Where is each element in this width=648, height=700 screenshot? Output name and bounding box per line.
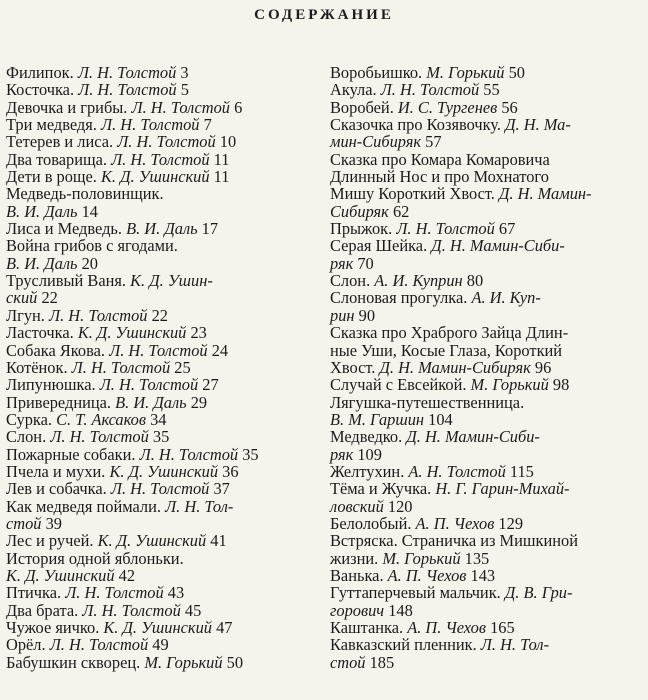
toc-author: Л. Н. Толстой [49,305,148,325]
toc-line [6,324,318,341]
toc-text: 47 [211,618,233,637]
toc-line [6,515,318,532]
toc-line [6,567,318,584]
toc-author: С. Т. Аксаков [56,409,146,429]
toc-line [330,272,644,289]
toc-author: А. П. Чехов [415,513,495,533]
toc-text: Прыжок. [330,219,397,239]
toc-line [6,203,318,220]
toc-text: 143 [466,565,496,585]
toc-text: 35 [238,444,259,464]
toc-line [6,342,318,359]
toc-author: М. Горький [144,652,223,672]
toc-text: 41 [206,531,227,551]
toc-text: Слоновая прогулка. [330,288,472,308]
toc-line [6,116,318,133]
toc-line [6,463,318,480]
page-title: СОДЕРЖАНИЕ [254,7,394,23]
toc-line [330,498,644,515]
toc-author: Л. Н. Толстой [78,80,177,100]
toc-text: Тёма и Жучка. [330,479,436,499]
toc-line [6,498,318,515]
toc-text: Два брата. [6,600,83,620]
toc-text: 104 [424,409,453,429]
toc-text: История одной яблоньки. [6,548,184,568]
toc-author: стой [6,513,42,533]
toc-text: Пожарные собаки. [6,444,140,464]
toc-author: Д. Н. Мамин-Сибиряк [379,357,531,377]
toc-text: Сурка. [6,409,57,429]
toc-text: 34 [145,409,167,429]
toc-author: Л. Н. Толстой [139,444,239,464]
toc-text: Котёнок. [6,357,72,377]
toc-text: Желтухин. [330,461,409,481]
toc-text: 50 [504,63,525,82]
toc-author: Л. Н. Толстой [77,63,177,82]
toc-author: Л. Н. Толстой [101,115,200,135]
toc-line [330,532,644,549]
toc-author: Л. Н. Толстой [50,427,149,447]
toc-text: Два товарища. [6,149,112,169]
toc-text: 67 [494,219,516,239]
toc-text: 11 [209,167,230,187]
toc-author: К. Д. Ушин- [130,271,213,291]
toc-text: 22 [147,305,169,325]
toc-line [330,185,644,202]
toc-author: М. Горький [470,375,549,395]
toc-author: Л. Н. Толстой [71,357,171,377]
toc-line [330,203,644,220]
toc-text: 109 [353,444,382,464]
toc-author: А. П. Чехов [387,565,467,585]
toc-text: 23 [186,323,207,343]
toc-author: А. П. Чехов [407,618,486,637]
toc-author: Л. Н. Тол- [165,496,234,516]
toc-line [330,480,644,497]
toc-line [6,307,318,324]
toc-text: 50 [222,652,244,672]
toc-text: 80 [462,271,484,291]
toc-line [6,81,318,98]
toc-text: 129 [494,513,524,533]
toc-author: Л. Н. Толстой [117,132,216,152]
toc-text: Орёл. [6,635,50,655]
toc-text: Сказка про Храброго Зайца Длин- [330,323,569,343]
toc-text: 24 [207,340,229,360]
toc-text: 3 [176,63,189,82]
toc-author: Д. Н. Мамин-Сиби- [431,236,565,256]
toc-text: Серая Шейка. [330,236,432,256]
toc-line [6,619,318,636]
toc-author: В. М. Гаршин [330,409,425,429]
toc-line [6,636,318,653]
toc-text: Филипок. [6,63,78,82]
toc-text: Гуттаперчевый мальчик. [330,583,505,603]
toc-text: 27 [198,375,219,395]
toc-text: Трусливый Ваня. [6,271,131,291]
toc-text: Каштанка. [330,618,408,637]
toc-line [330,463,644,480]
toc-text: Липунюшка. [6,375,100,395]
toc-author: К. Д. Ушинский [6,565,115,585]
toc-line [330,567,644,584]
toc-text: Тетерев и лиса. [6,132,118,152]
toc-line [330,584,644,601]
toc-line [6,64,318,81]
toc-text: Сказочка про Козявочку. [330,115,506,135]
toc-text: 98 [548,375,570,395]
toc-author: Л. Н. Тол- [480,635,550,655]
toc-text: жизни. [330,548,383,568]
toc-line [6,272,318,289]
toc-text: Дети в роще. [6,167,102,187]
toc-line [6,411,318,428]
toc-author: Л. Н. Толстой [65,583,164,603]
toc-text: Кавказский пленник. [330,635,481,655]
toc-text: 120 [383,496,413,516]
toc-author: А. Н. Толстой [408,461,506,481]
toc-line [6,255,318,272]
toc-text: Как медведя поймали. [6,496,166,516]
toc-text: Лес и ручей. [6,531,98,551]
toc-author: К. Д. Ушинский [109,461,219,481]
toc-text: 39 [41,513,63,533]
toc-line [330,133,644,150]
toc-line [330,116,644,133]
toc-column-left [6,64,318,671]
toc-line [330,428,644,445]
toc-author: В. И. Даль [115,392,187,412]
toc-text: Косточка. [6,80,79,100]
toc-line [6,220,318,237]
toc-author: Л. Н. Толстой [99,375,199,395]
toc-text: Медведь-половинщик. [6,184,164,204]
toc-author: В. И. Даль [6,253,78,273]
toc-text: 45 [180,600,202,620]
toc-text: 165 [486,618,515,637]
toc-line [330,307,644,324]
toc-author: К. Д. Ушинский [103,618,212,637]
toc-author: стой [330,652,366,672]
toc-author: Д. Н. Мамин- [498,184,592,204]
toc-line [6,446,318,463]
toc-text: Лев и собачка. [6,479,111,499]
toc-line [330,324,644,341]
toc-text: Сказка про Комара Комаровича [330,149,550,169]
toc-line [330,99,644,116]
toc-text: Чужое яичко. [6,618,104,637]
toc-line [6,168,318,185]
toc-author: И. С. Тургенев [397,97,498,117]
toc-line [330,255,644,272]
toc-author: Н. Г. Гарин-Михай- [435,479,570,499]
toc-author: Л. Н. Толстой [111,149,210,169]
toc-author: К. Д. Ушинский [77,323,187,343]
toc-column-right [330,64,644,671]
toc-text: Ванька. [330,565,388,585]
toc-line [330,602,644,619]
toc-text: 135 [460,548,490,568]
toc-text: 22 [37,288,58,308]
toc-line [330,168,644,185]
toc-author: Д. Н. Мамин-Сиби- [406,427,540,447]
toc-line [6,99,318,116]
toc-text: 25 [170,357,191,377]
toc-text: 90 [354,305,376,325]
toc-author: ловский [330,496,384,516]
toc-author: Л. Н. Толстой [131,97,230,117]
toc-text: Длинный Нос и про Мохнатого [330,167,549,187]
toc-text: 36 [218,461,239,481]
toc-text: 43 [163,583,185,603]
toc-author: мин-Сибиряк [330,132,422,152]
toc-text: 148 [384,600,413,620]
toc-text: Медведко. [330,427,407,447]
toc-author: Л. Н. Толстой [82,600,181,620]
toc-author: ряк [330,444,354,464]
toc-text: 14 [77,201,98,221]
toc-line [330,342,644,359]
toc-line [330,289,644,306]
toc-text: Лгун. [6,305,50,325]
toc-text: Собака Якова. [6,340,110,360]
toc-text: 20 [77,253,98,273]
toc-text: 49 [148,635,169,655]
toc-line [6,289,318,306]
toc-line [330,81,644,98]
toc-text: Слон. [330,271,375,291]
toc-text: Воробей. [330,97,398,117]
toc-line [330,64,644,81]
toc-author: К. Д. Ушинский [97,531,207,551]
toc-text: 35 [148,427,170,447]
toc-author: Д. Н. Ма- [505,115,571,135]
toc-line [6,185,318,202]
toc-line [330,636,644,653]
toc-author: Д. В. Гри- [504,583,573,603]
toc-text: Мишу Короткий Хвост. [330,184,499,204]
toc-line [330,446,644,463]
toc-text: Хвост. [330,357,380,377]
toc-text: Пчела и мухи. [6,461,110,481]
toc-text: Акула. [330,80,381,100]
toc-text: Лягушка-путешественница. [330,392,525,412]
toc-author: Л. Н. Толстой [109,340,208,360]
toc-author: М. Горький [382,548,461,568]
toc-text: Три медведя. [6,115,101,135]
toc-text: 115 [505,461,534,481]
toc-line [6,532,318,549]
toc-line [330,376,644,393]
toc-line [6,550,318,567]
toc-line [330,220,644,237]
toc-text: ные Уши, Косые Глаза, Короткий [330,340,563,360]
toc-text: 29 [186,392,208,412]
toc-line [330,411,644,428]
toc-line [6,584,318,601]
toc-text: 62 [388,201,410,221]
toc-line [330,654,644,671]
toc-author: Сибиряк [330,201,389,221]
toc-author: В. И. Даль [6,201,78,221]
toc-text: 185 [365,652,395,672]
toc-text: 7 [199,115,212,135]
toc-text: Ласточка. [6,323,78,343]
toc-text: 96 [530,357,552,377]
toc-text: 17 [197,219,219,239]
toc-author: Л. Н. Толстой [110,479,210,499]
toc-text: 10 [215,132,237,152]
toc-author: Л. Н. Толстой [49,635,149,655]
toc-text: Война грибов с ягодами. [6,236,178,256]
toc-text: Белолобый. [330,513,416,533]
toc-line [6,480,318,497]
toc-author: ряк [330,253,354,273]
toc-text: 55 [479,80,500,100]
toc-line [6,151,318,168]
toc-author: Л. Н. Толстой [380,80,480,100]
toc-line [6,394,318,411]
toc-author: рин [330,305,355,325]
toc-line [330,359,644,376]
toc-text: 37 [209,479,230,499]
toc-text: Воробьишко. [330,63,427,82]
toc-text: Встряска. Страничка из Мишкиной [330,531,578,551]
toc-text: 42 [114,565,136,585]
toc-text: 6 [230,97,243,117]
toc-line [330,237,644,254]
toc-line [330,394,644,411]
toc-author: М. Горький [426,63,505,82]
toc-author: горович [330,600,385,620]
toc-author: А. И. Куприн [374,271,463,291]
toc-text: Птичка. [6,583,66,603]
toc-line [330,619,644,636]
toc-author: ский [6,288,38,308]
toc-line [6,237,318,254]
toc-text: Привередница. [6,392,116,412]
toc-text: Бабушкин скворец. [6,652,145,672]
toc-text: 57 [421,132,442,152]
toc-author: К. Д. Ушинский [101,167,210,187]
toc-author: В. И. Даль [126,219,198,239]
toc-text: Лиса и Медведь. [6,219,127,239]
toc-line [330,515,644,532]
toc-line [6,654,318,671]
toc-text: 5 [176,80,189,100]
toc-line [6,133,318,150]
toc-text: Случай с Евсейкой. [330,375,471,395]
toc-text: Девочка и грибы. [6,97,132,117]
toc-text: 70 [353,253,374,273]
toc-line [330,550,644,567]
toc-text: 11 [209,149,230,169]
toc-text: Слон. [6,427,51,447]
toc-line [6,602,318,619]
toc-author: Л. Н. Толстой [396,219,495,239]
toc-line [6,428,318,445]
toc-text: 56 [497,97,518,117]
toc-line [330,151,644,168]
toc-line [6,376,318,393]
toc-author: А. И. Куп- [471,288,541,308]
toc-line [6,359,318,376]
